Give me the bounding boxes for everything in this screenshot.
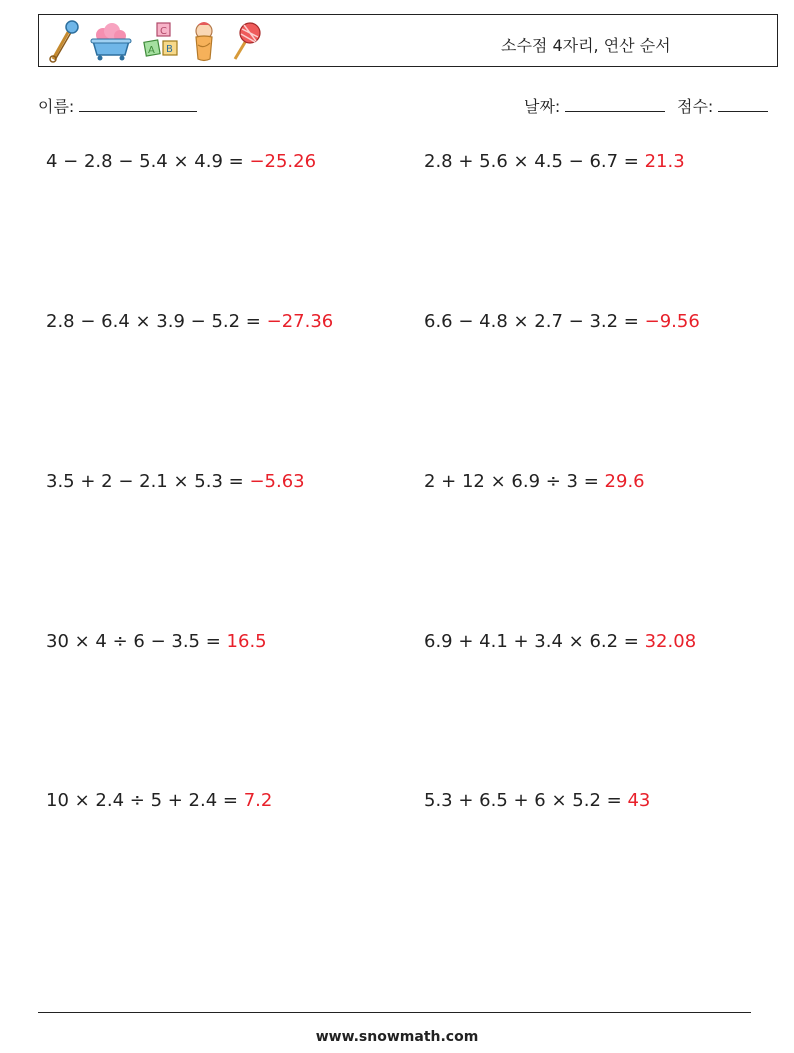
problem-expression: 4 − 2.8 − 5.4 × 4.9 = <box>46 151 250 172</box>
score-label: 점수: <box>677 97 714 116</box>
svg-text:C: C <box>160 26 167 37</box>
swaddled-baby-icon <box>189 19 219 63</box>
name-blank <box>79 97 197 112</box>
problem-answer: 16.5 <box>226 631 267 652</box>
name-field <box>38 94 197 117</box>
problem-expression: 5.3 + 6.5 + 6 × 5.2 = <box>424 790 628 811</box>
problem-6 <box>424 471 645 492</box>
svg-text:B: B <box>166 44 173 55</box>
footer-url: www.snowmath.com <box>315 1029 479 1045</box>
problem-answer: −25.26 <box>249 151 317 172</box>
score-field <box>677 94 768 117</box>
baby-bath-icon <box>89 19 133 63</box>
date-blank <box>565 97 665 112</box>
header-box <box>38 14 778 67</box>
problem-answer: −9.56 <box>644 311 700 332</box>
safety-pin-icon <box>45 19 81 63</box>
problem-expression: 6.6 − 4.8 × 2.7 − 3.2 = <box>424 311 645 332</box>
problem-expression: 2.8 − 6.4 × 3.9 − 5.2 = <box>46 311 267 332</box>
problem-expression: 3.5 + 2 − 2.1 × 5.3 = <box>46 471 250 492</box>
problem-expression: 2.8 + 5.6 × 4.5 − 6.7 = <box>424 151 645 172</box>
date-label: 날짜: <box>524 97 561 116</box>
problem-10 <box>424 790 650 811</box>
problem-expression: 10 × 2.4 ÷ 5 + 2.4 = <box>46 790 244 811</box>
problem-1 <box>46 151 316 172</box>
header-icons <box>45 19 263 63</box>
problem-answer: −5.63 <box>249 471 305 492</box>
problem-4 <box>424 311 700 332</box>
problem-3 <box>46 311 333 332</box>
problem-expression: 2 + 12 × 6.9 ÷ 3 = <box>424 471 605 492</box>
problem-7 <box>46 631 267 652</box>
lollipop-rattle-icon <box>227 19 263 63</box>
name-label: 이름: <box>38 97 75 116</box>
problem-9 <box>46 790 272 811</box>
footer-divider <box>38 1012 751 1013</box>
problem-answer: 29.6 <box>604 471 645 492</box>
date-field <box>524 94 665 117</box>
abc-blocks-icon <box>141 19 181 63</box>
problem-8 <box>424 631 696 652</box>
problem-answer: 21.3 <box>644 151 685 172</box>
score-blank <box>718 97 768 112</box>
problem-5 <box>46 471 305 492</box>
problem-answer: 32.08 <box>644 631 697 652</box>
problem-expression: 6.9 + 4.1 + 3.4 × 6.2 = <box>424 631 645 652</box>
problem-answer: 7.2 <box>243 790 273 811</box>
worksheet-title: 소수점 4자리, 연산 순서 <box>501 36 671 55</box>
svg-text:A: A <box>148 45 155 56</box>
problem-expression: 30 × 4 ÷ 6 − 3.5 = <box>46 631 227 652</box>
problem-2 <box>424 151 685 172</box>
problem-answer: 43 <box>627 790 651 811</box>
problem-answer: −27.36 <box>266 311 334 332</box>
